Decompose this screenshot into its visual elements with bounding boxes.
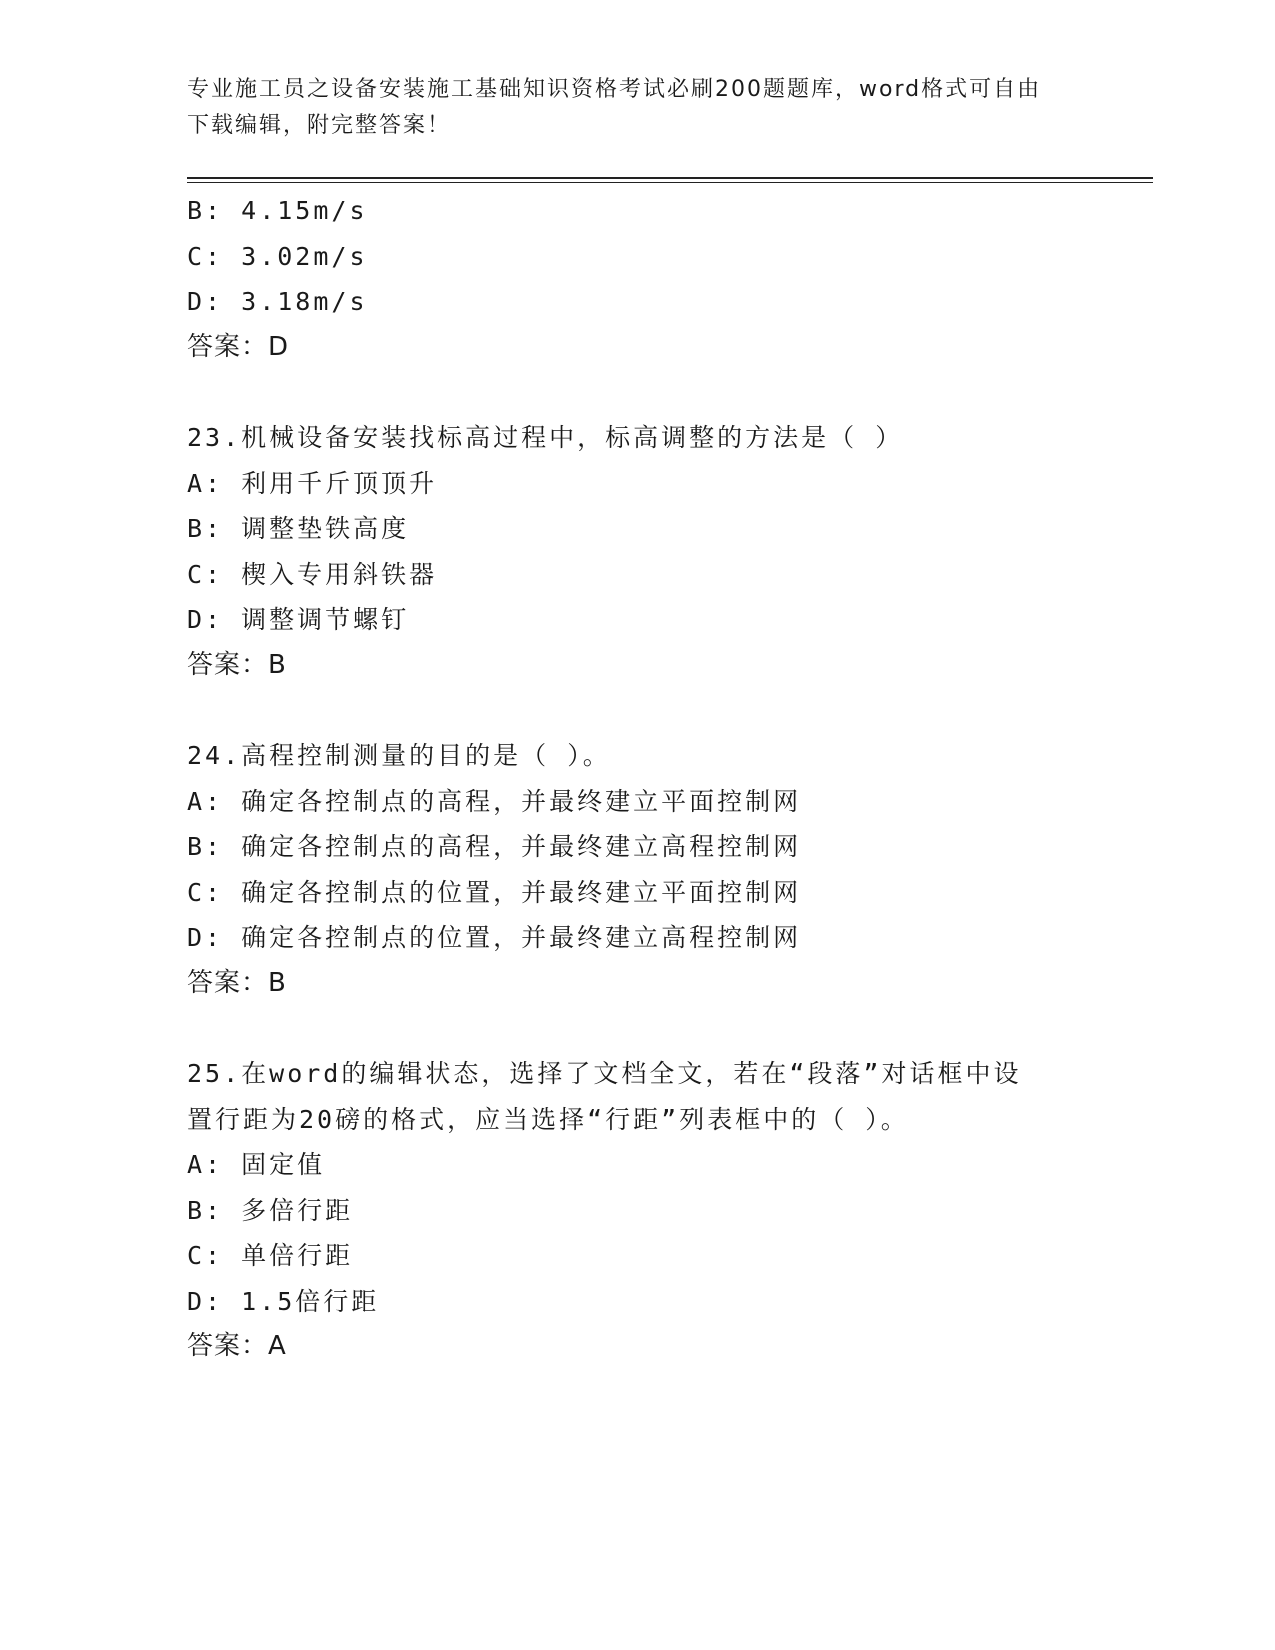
option-b: B: 多倍行距	[187, 1195, 354, 1225]
option-c: C: 3.02m/s	[187, 241, 368, 271]
option-b: B: 调整垫铁高度	[187, 514, 410, 543]
answer-line: 答案：A	[187, 1331, 287, 1361]
question-block-prev	[187, 188, 1107, 370]
option-d: D: 调整调节螺钉	[187, 605, 410, 634]
option-c: C: 楔入专用斜铁器	[187, 559, 438, 589]
header-line-2: 下载编辑，附完整答案！	[187, 113, 452, 138]
option-a: A: 利用千斤顶顶升	[187, 468, 438, 498]
header-divider-thin	[187, 182, 1153, 183]
question-block-23	[187, 415, 1107, 688]
document-header	[187, 72, 1067, 144]
option-b: B: 确定各控制点的高程，并最终建立高程控制网	[187, 832, 802, 861]
answer-line: 答案：B	[187, 967, 287, 998]
question-block-24	[187, 733, 1107, 1006]
option-d: D: 3.18m/s	[187, 287, 368, 316]
option-c: C: 单倍行距	[187, 1241, 354, 1270]
option-d: D: 确定各控制点的位置，并最终建立高程控制网	[187, 923, 802, 952]
question-title-line-2: 置行距为20磅的格式，应当选择“行距”列表框中的（ ）。	[187, 1104, 909, 1134]
option-d: D: 1.5倍行距	[187, 1286, 380, 1316]
option-c: C: 确定各控制点的位置，并最终建立平面控制网	[187, 877, 802, 907]
option-a: A: 确定各控制点的高程，并最终建立平面控制网	[187, 786, 802, 816]
option-b: B: 4.15m/s	[187, 196, 368, 225]
question-block-25	[187, 1051, 1107, 1370]
answer-line: 答案：D	[187, 331, 290, 362]
answer-line: 答案：B	[187, 649, 287, 680]
header-line-1: 专业施工员之设备安装施工基础知识资格考试必刷200题题库，word格式可自由	[187, 77, 1042, 102]
question-list	[187, 188, 1107, 1415]
question-title: 23.机械设备安装找标高过程中，标高调整的方法是（ ）	[187, 423, 904, 452]
question-title-line-1: 25.在word的编辑状态，选择了文档全文，若在“段落”对话框中设	[187, 1059, 1022, 1088]
question-title: 24.高程控制测量的目的是（ ）。	[187, 741, 611, 770]
header-divider-thick	[187, 177, 1153, 179]
option-a: A: 固定值	[187, 1150, 326, 1179]
